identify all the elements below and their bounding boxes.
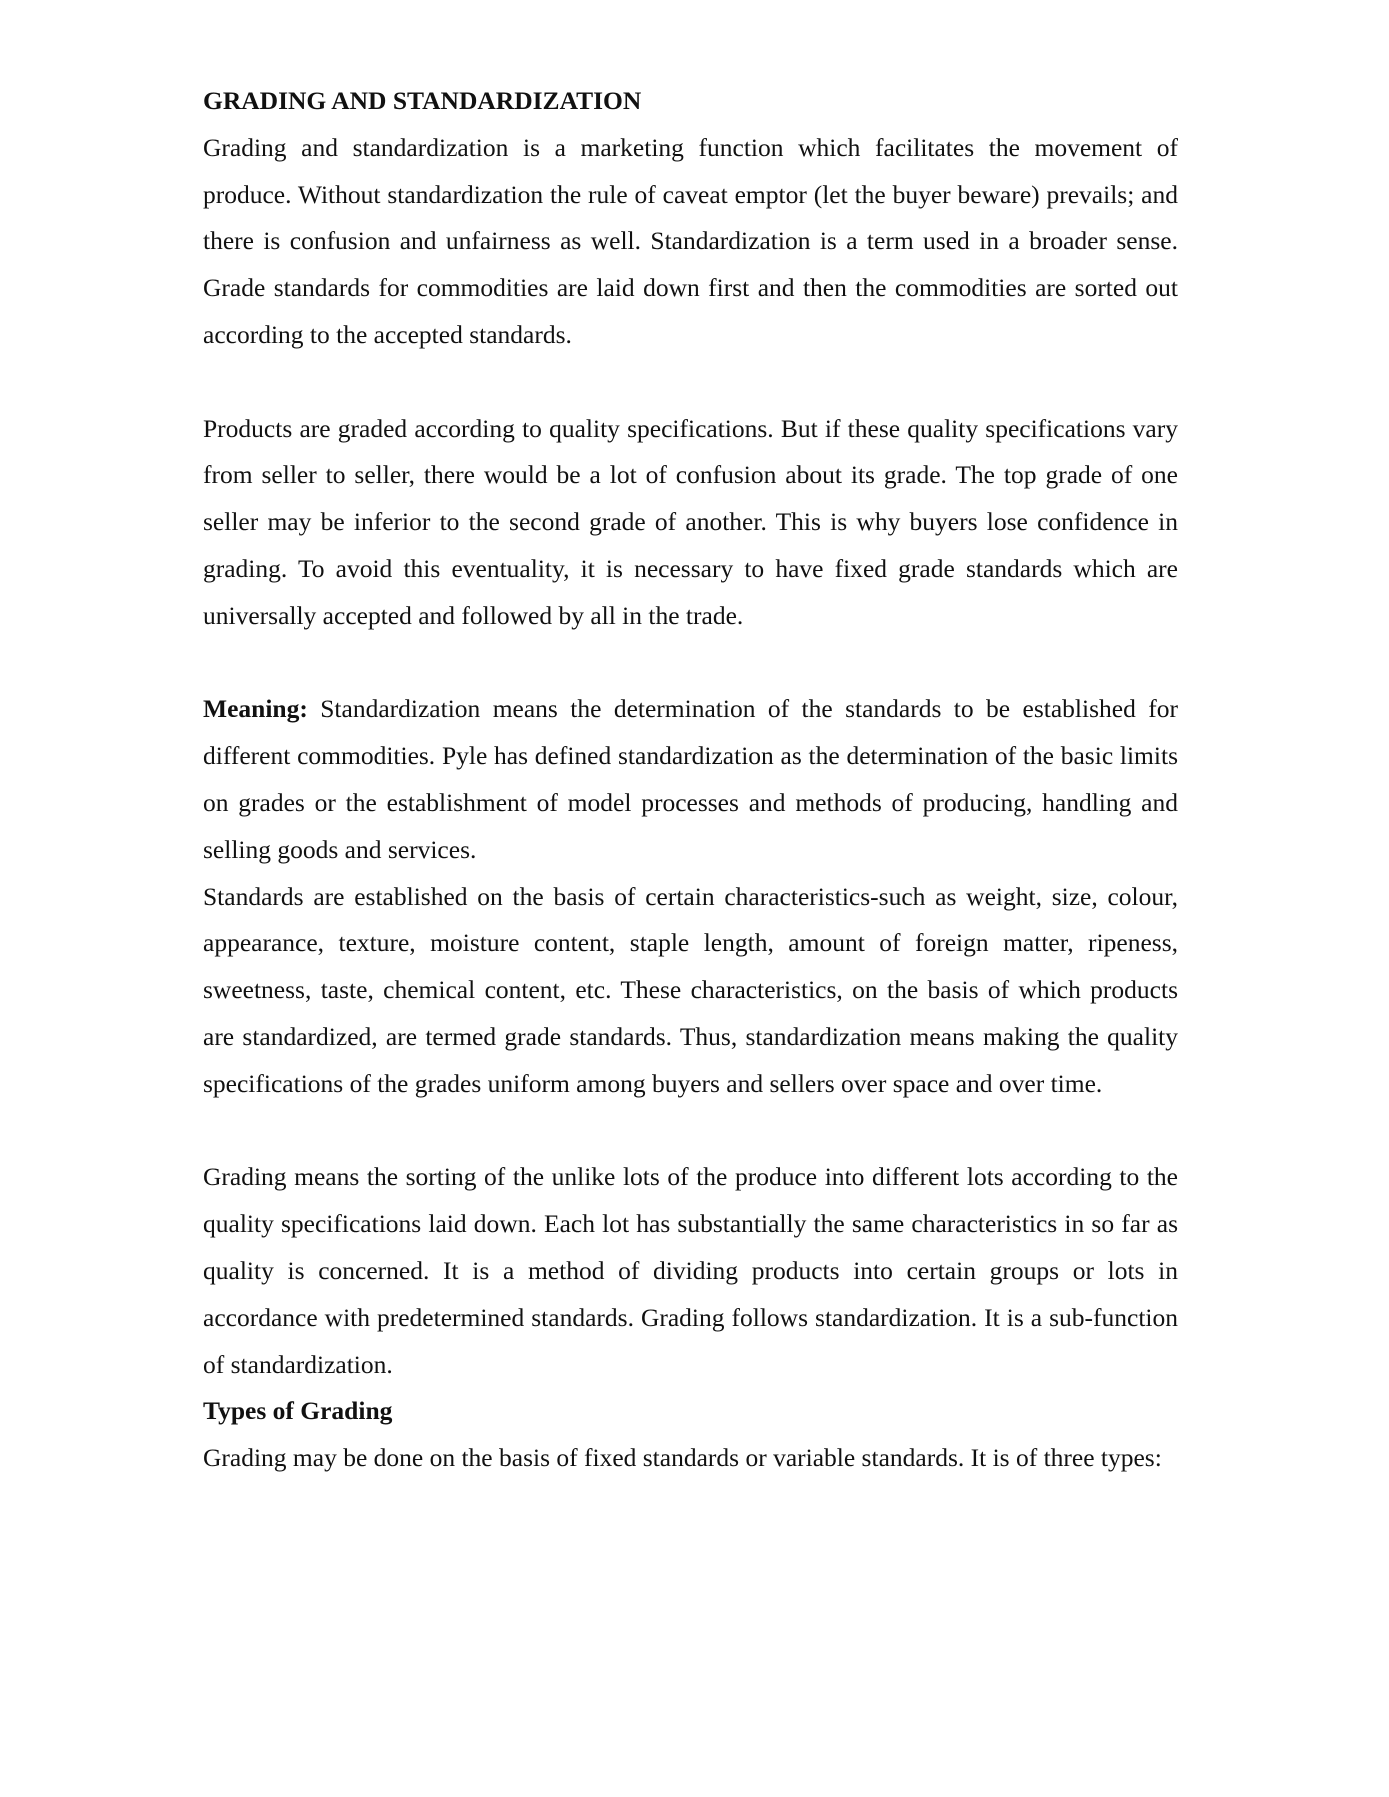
paragraph-gap <box>203 1108 1178 1155</box>
paragraph-grading-definition: Grading means the sorting of the unlike lots of the produce into different lots according to the quality specifications laid down. Each lot has substantially the same characteristics in so far as quality is concerned. It is a method of dividing products into certain groups or lots in accordance with predetermined standards. Grading follows standardization. It is a sub-function of standardization. <box>203 1162 1178 1379</box>
paragraph-gap <box>203 359 1178 406</box>
document-title: GRADING AND STANDARDIZATION <box>203 86 642 115</box>
paragraph-types-intro: Grading may be done on the basis of fixed standards or variable standards. It is of three types: <box>203 1443 1162 1473</box>
meaning-label: Meaning: <box>203 694 308 724</box>
paragraph-gap <box>203 640 1178 687</box>
paragraph-quality-specifications: Products are graded according to quality specifications. But if these quality specifications vary from seller to seller, there would be a lot of confusion about its grade. The top grade of one seller may be inferior to the second grade of another. This is why buyers lose confidence in grading. To avoid this eventuality, it is necessary to have fixed grade standards which are universally accepted and followed by all in the trade. <box>203 413 1178 630</box>
paragraph-meaning <box>203 686 1178 873</box>
meaning-text: Standardization means the determination of the standards to be established for different commodities. Pyle has defined standardization as the determination of the basic limits on grades or the establishment of model processes and methods of producing, handling and selling goods and services. <box>203 694 1178 864</box>
paragraph-intro: Grading and standardization is a marketing function which facilitates the movement of produce. Without standardization the rule of caveat emptor (let the buyer beware) prevails; and there is confusion and unfairness as well. Standardization is a term used in a broader sense. Grade standards for commodities are laid down first and then the commodities are sorted out according to the accepted standards. <box>203 132 1178 349</box>
paragraph-standards-characteristics: Standards are established on the basis of certain characteristics-such as weight, size, colour, appearance, texture, moisture content, staple length, amount of foreign matter, ripeness, sweetness, taste, chemical content, etc. These characteristics, on the basis of which products are standardized, are termed grade standards. Thus, standardization means making the quality specifications of the grades uniform among buyers and sellers over space and over time. <box>203 881 1178 1098</box>
document-page <box>203 78 1178 1482</box>
section-heading-types-of-grading: Types of Grading <box>203 1396 393 1426</box>
